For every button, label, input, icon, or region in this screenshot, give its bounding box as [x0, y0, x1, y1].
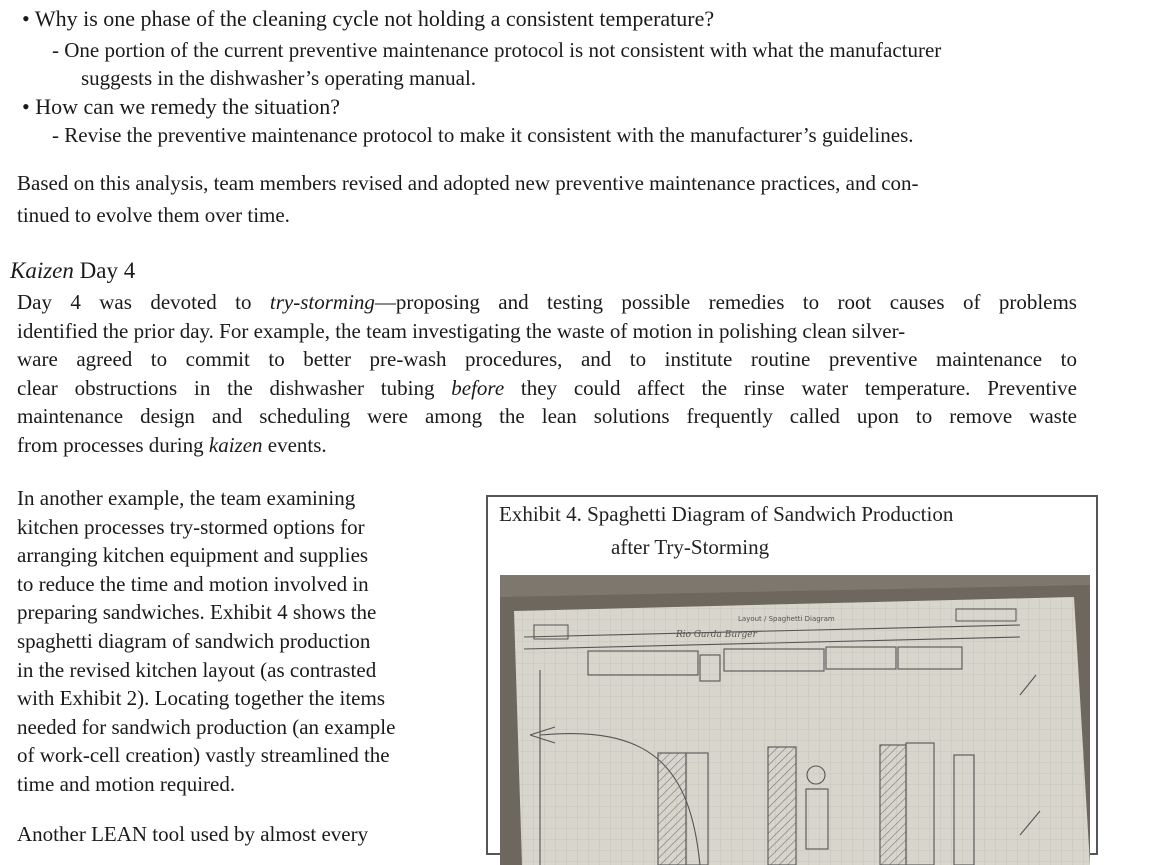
analysis-paragraph-line2: tinued to evolve them over time. — [17, 203, 290, 227]
bullet-1-question: • Why is one phase of the cleaning cycle not holding a consistent temperature? — [22, 6, 715, 31]
day4-line1: Day 4 was devoted to try-storming—proposing and testing possible remedies to root causes of problems — [17, 290, 1077, 314]
next-paragraph-start: Another LEAN tool used by almost every — [17, 822, 369, 846]
analysis-paragraph-line1: Based on this analysis, team members revised and adopted new preventive maintenance practices, and con- — [17, 171, 919, 195]
example-line: spaghetti diagram of sandwich production — [17, 628, 371, 653]
example-line: time and motion required. — [17, 771, 236, 796]
sheet-title: Layout / Spaghetti Diagram — [738, 615, 835, 623]
spaghetti-diagram-photo — [500, 575, 1090, 865]
exhibit-4-box — [486, 495, 1098, 855]
example-line: of work-cell creation) vastly streamlined the — [17, 743, 390, 768]
diagram-sketch — [500, 575, 1090, 865]
example-line: to reduce the time and motion involved in — [17, 571, 369, 596]
bullet-marker: • — [22, 94, 30, 119]
bullet-1-answer-line2: suggests in the dishwasher’s operating manual. — [81, 66, 477, 90]
example-paragraph — [17, 484, 457, 799]
example-line: kitchen processes try-stormed options for — [17, 514, 365, 539]
exhibit-caption-line1: Exhibit 4. Spaghetti Diagram of Sandwich Production — [499, 502, 954, 526]
bullet-2-question: • How can we remedy the situation? — [22, 94, 341, 119]
bullet-1-answer-line1: - One portion of the current preventive maintenance protocol is not consistent with what the manufacturer — [52, 38, 942, 62]
bullet-marker: • — [22, 6, 30, 31]
exhibit-caption-line2: after Try-Storming — [611, 535, 770, 559]
sheet-subtitle: Rio Garda Burger — [676, 630, 757, 640]
day4-line2: identified the prior day. For example, the team investigating the waste of motion in polishing clean silver- — [17, 318, 906, 343]
section-heading — [10, 258, 135, 284]
example-line: in the revised kitchen layout (as contrasted — [17, 657, 377, 682]
day4-line4: clear obstructions in the dishwasher tubing before they could affect the rinse water temperature. Preventive — [17, 375, 1078, 400]
example-line: In another example, the team examining — [17, 486, 356, 510]
bullet-2-answer-line1: - Revise the preventive maintenance protocol to make it consistent with the manufacturer’s guidelines. — [52, 123, 914, 147]
day4-line6: from processes during kaizen events. — [17, 432, 327, 457]
example-line: preparing sandwiches. Exhibit 4 shows the — [17, 600, 377, 625]
day4-paragraph — [17, 288, 1077, 460]
day4-line3: ware agreed to commit to better pre-wash procedures, and to institute routine preventive maintenance to — [17, 347, 1077, 372]
example-line: needed for sandwich production (an example — [17, 714, 396, 739]
example-line: arranging kitchen equipment and supplies — [17, 543, 369, 568]
day4-line5: maintenance design and scheduling were among the lean solutions frequently called upon to remove waste — [17, 404, 1077, 429]
heading-italic: Kaizen — [10, 258, 74, 283]
heading-rest: Day 4 — [73, 258, 136, 283]
example-line: with Exhibit 2). Locating together the items — [17, 686, 386, 711]
